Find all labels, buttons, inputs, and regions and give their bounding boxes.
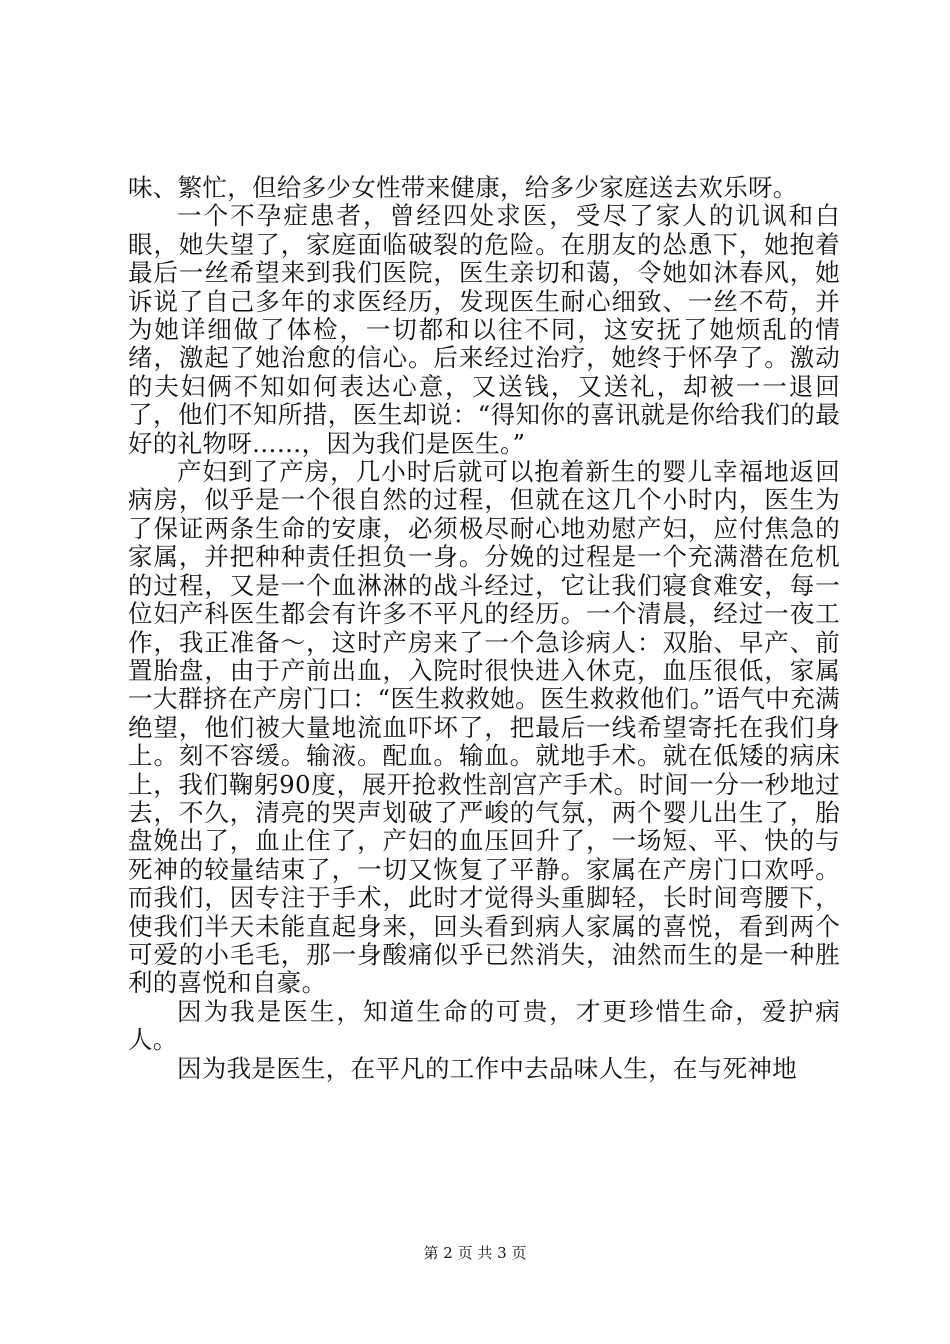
paragraph-ordinary-work: 因为我是医生，在平凡的工作中去品味人生，在与死神地 xyxy=(177,1053,797,1083)
paragraph-value-of-life: 因为我是医生，知道生命的可贵，才更珍惜生命，爱护病人。 xyxy=(128,996,840,1055)
paragraph-delivery-room-story: 产妇到了产房，几小时后就可以抱着新生的婴儿幸福地返回病房，似乎是一个很自然的过程，但就在这几个小时内，医生为了保证两条生命的安康，必须极尽耐心地劝慰产妇，应付焦急的家属，并把种种责任担负一身。分娩的过程是一个充满潜在危机的过程，又是一个血淋淋的战斗经过，它让我们寝食难安，每一位妇产科医生都会有许多不平凡的经历。一个清晨，经过一夜工作，我正准备～，这时产房来了一个急诊病人：双胎、早产、前置胎盘，由于产前出血，入院时很快进入休克，血压很低，家属一大群挤在产房门口：“医生救救她。医生救救他们。”语气中充满绝望，他们被大量地流血吓坏了，把最后一线希望寄托在我们身上。刻不容缓。输液。配血。输血。就地手术。就在低矮的病床上，我们鞠躬90度，展开抢救性剖宫产手术。时间一分一秒地过去，不久，清亮的哭声划破了严峻的气氛，两个婴儿出生了，胎盘娩出了，血止住了，产妇的血压回升了，一场短、平、快的与死神的较量结束了，一切又恢复了平静。家属在产房门口欢呼。而我们，因专注于手术，此时才觉得头重脚轻，长时间弯腰下，使我们半天未能直起身来，回头看到病人家属的喜悦，看到两个可爱的小毛毛，那一身酸痛似乎已然消失，油然而生的是一种胜利的喜悦和自豪。 xyxy=(128,457,840,998)
paragraph-continuation: 味、繁忙，但给多少女性带来健康，给多少家庭送去欢乐呀。 xyxy=(128,173,798,202)
body-text xyxy=(128,174,840,1083)
page-number-footer: 第 2 页 共 3 页 xyxy=(423,1244,527,1262)
paragraph-infertility-story: 一个不孕症患者，曾经四处求医，受尽了家人的讥讽和白眼，她失望了，家庭面临破裂的危险。在朋友的怂恿下，她抱着最后一丝希望来到我们医院，医生亲切和蔼，令她如沐春风，她诉说了自己多年的求医经历，发现医生耐心细致、一丝不苟，并为她详细做了体检，一切都和以往不同，这安抚了她烦乱的情绪，激起了她治愈的信心。后来经过治疗，她终于怀孕了。激动的夫妇俩不知如何表达心意，又送钱，又送礼，却被一一退回了，他们不知所措，医生却说：“得知你的喜讯就是你给我们的最好的礼物呀……，因为我们是医生。” xyxy=(128,201,840,458)
